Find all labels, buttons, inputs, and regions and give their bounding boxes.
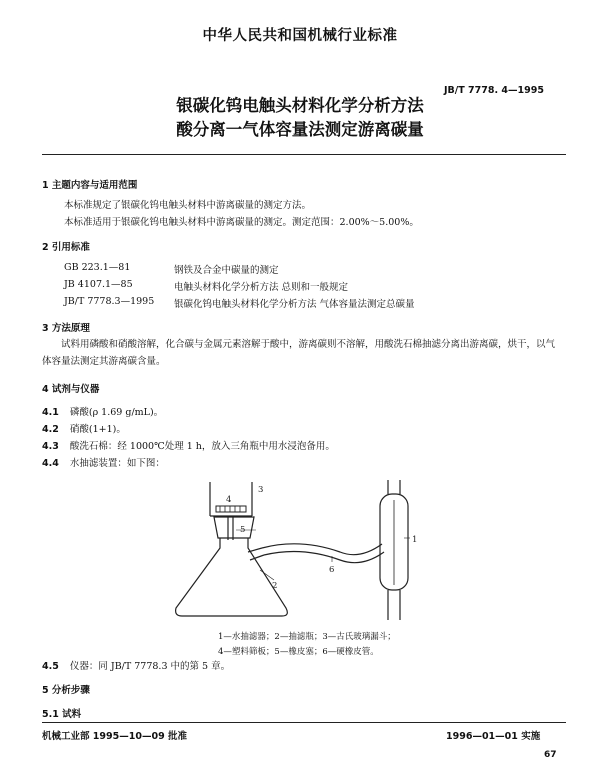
item-text: 酸洗石棉：经 1000℃处理 1 h，放入三角瓶中用水浸泡备用。	[69, 441, 335, 452]
header-rule	[42, 154, 566, 155]
filtration-apparatus-diagram	[0, 470, 600, 625]
page-number: 67	[544, 750, 557, 760]
footer-rule	[42, 722, 566, 723]
rubber-stopper	[214, 517, 254, 538]
item-number: 4.5	[42, 661, 59, 672]
section-2-heading: 2 引用标准	[42, 242, 90, 253]
effective-date: 1996—01—01 实施	[446, 731, 541, 742]
section-3-heading: 3 方法原理	[42, 323, 90, 334]
reference-title: 电触头材料化学分析方法 总则和一般规定	[174, 282, 349, 293]
item-text: 仪器：同 JB/T 7778.3 中的第 5 章。	[69, 661, 231, 672]
item-4-5	[42, 658, 230, 672]
item-number: 4.3	[42, 441, 59, 452]
item-number: 4.2	[42, 424, 59, 435]
section-4-heading: 4 试剂与仪器	[42, 384, 100, 395]
section-1-heading: 1 主题内容与适用范围	[42, 180, 138, 191]
reference-title: 银碳化钨电触头材料化学分析方法 气体容量法测定总碳量	[174, 299, 415, 310]
reference-code: JB 4107.1—85	[64, 279, 133, 290]
approval-date: 机械工业部 1995—10—09 批准	[42, 731, 187, 742]
item-4-3	[42, 438, 335, 452]
rubber-tube	[262, 544, 382, 555]
subsection-5-1: 5.1 试料	[42, 709, 82, 720]
plastic-sieve-plate	[216, 506, 246, 512]
reference-code: JB/T 7778.3—1995	[64, 296, 155, 307]
item-number: 4.1	[42, 407, 59, 418]
label-3: 3	[258, 485, 264, 495]
item-number: 4.4	[42, 458, 59, 469]
label-2: 2	[272, 581, 278, 591]
item-text: 水抽滤装置：如下图：	[69, 458, 165, 469]
doc-title-line-1: 银碳化钨电触头材料化学分析方法	[176, 96, 424, 115]
label-6: 6	[329, 565, 335, 575]
doc-title-line-2: 酸分离一气体容量法测定游离碳量	[176, 120, 424, 139]
section-1-para-2: 本标准适用于银碳化钨电触头材料中游离碳量的测定。测定范围：2.00%～5.00%。	[64, 217, 419, 228]
item-4-4	[42, 455, 165, 469]
standard-number: JB/T 7778. 4—1995	[444, 85, 544, 96]
label-4: 4	[226, 495, 232, 505]
figure-caption-line-2: 4—塑料筛板；5—橡皮塞；6—硬橡皮管。	[218, 647, 379, 657]
suction-flask	[176, 538, 288, 616]
section-1-para-1: 本标准规定了银碳化钨电触头材料中游离碳量的测定方法。	[64, 200, 312, 211]
item-text: 磷酸(ρ 1.69 g/mL)。	[69, 407, 164, 418]
issuing-body: 中华人民共和国机械行业标准	[202, 28, 398, 44]
label-1: 1	[412, 535, 418, 545]
reference-code: GB 223.1—81	[64, 262, 131, 273]
item-4-1	[42, 404, 163, 418]
label-5: 5	[240, 525, 246, 535]
section-3-paragraph: 试料用磷酸和硝酸溶解，化合碳与金属元素溶解于酸中，游离碳则不溶解，用酸洗石棉抽滤分离出游离碳，烘干，以气体容量法测定其游离碳含量。	[42, 339, 556, 367]
section-5-heading: 5 分析步骤	[42, 685, 90, 696]
item-text: 硝酸(1+1)。	[69, 424, 126, 435]
item-4-2	[42, 421, 126, 435]
figure-caption-line-1: 1—水抽滤器；2—抽滤瓶；3—古氏玻璃漏斗；	[218, 632, 396, 642]
reference-title: 钢铁及合金中碳量的测定	[174, 265, 279, 276]
water-aspirator	[388, 480, 400, 494]
